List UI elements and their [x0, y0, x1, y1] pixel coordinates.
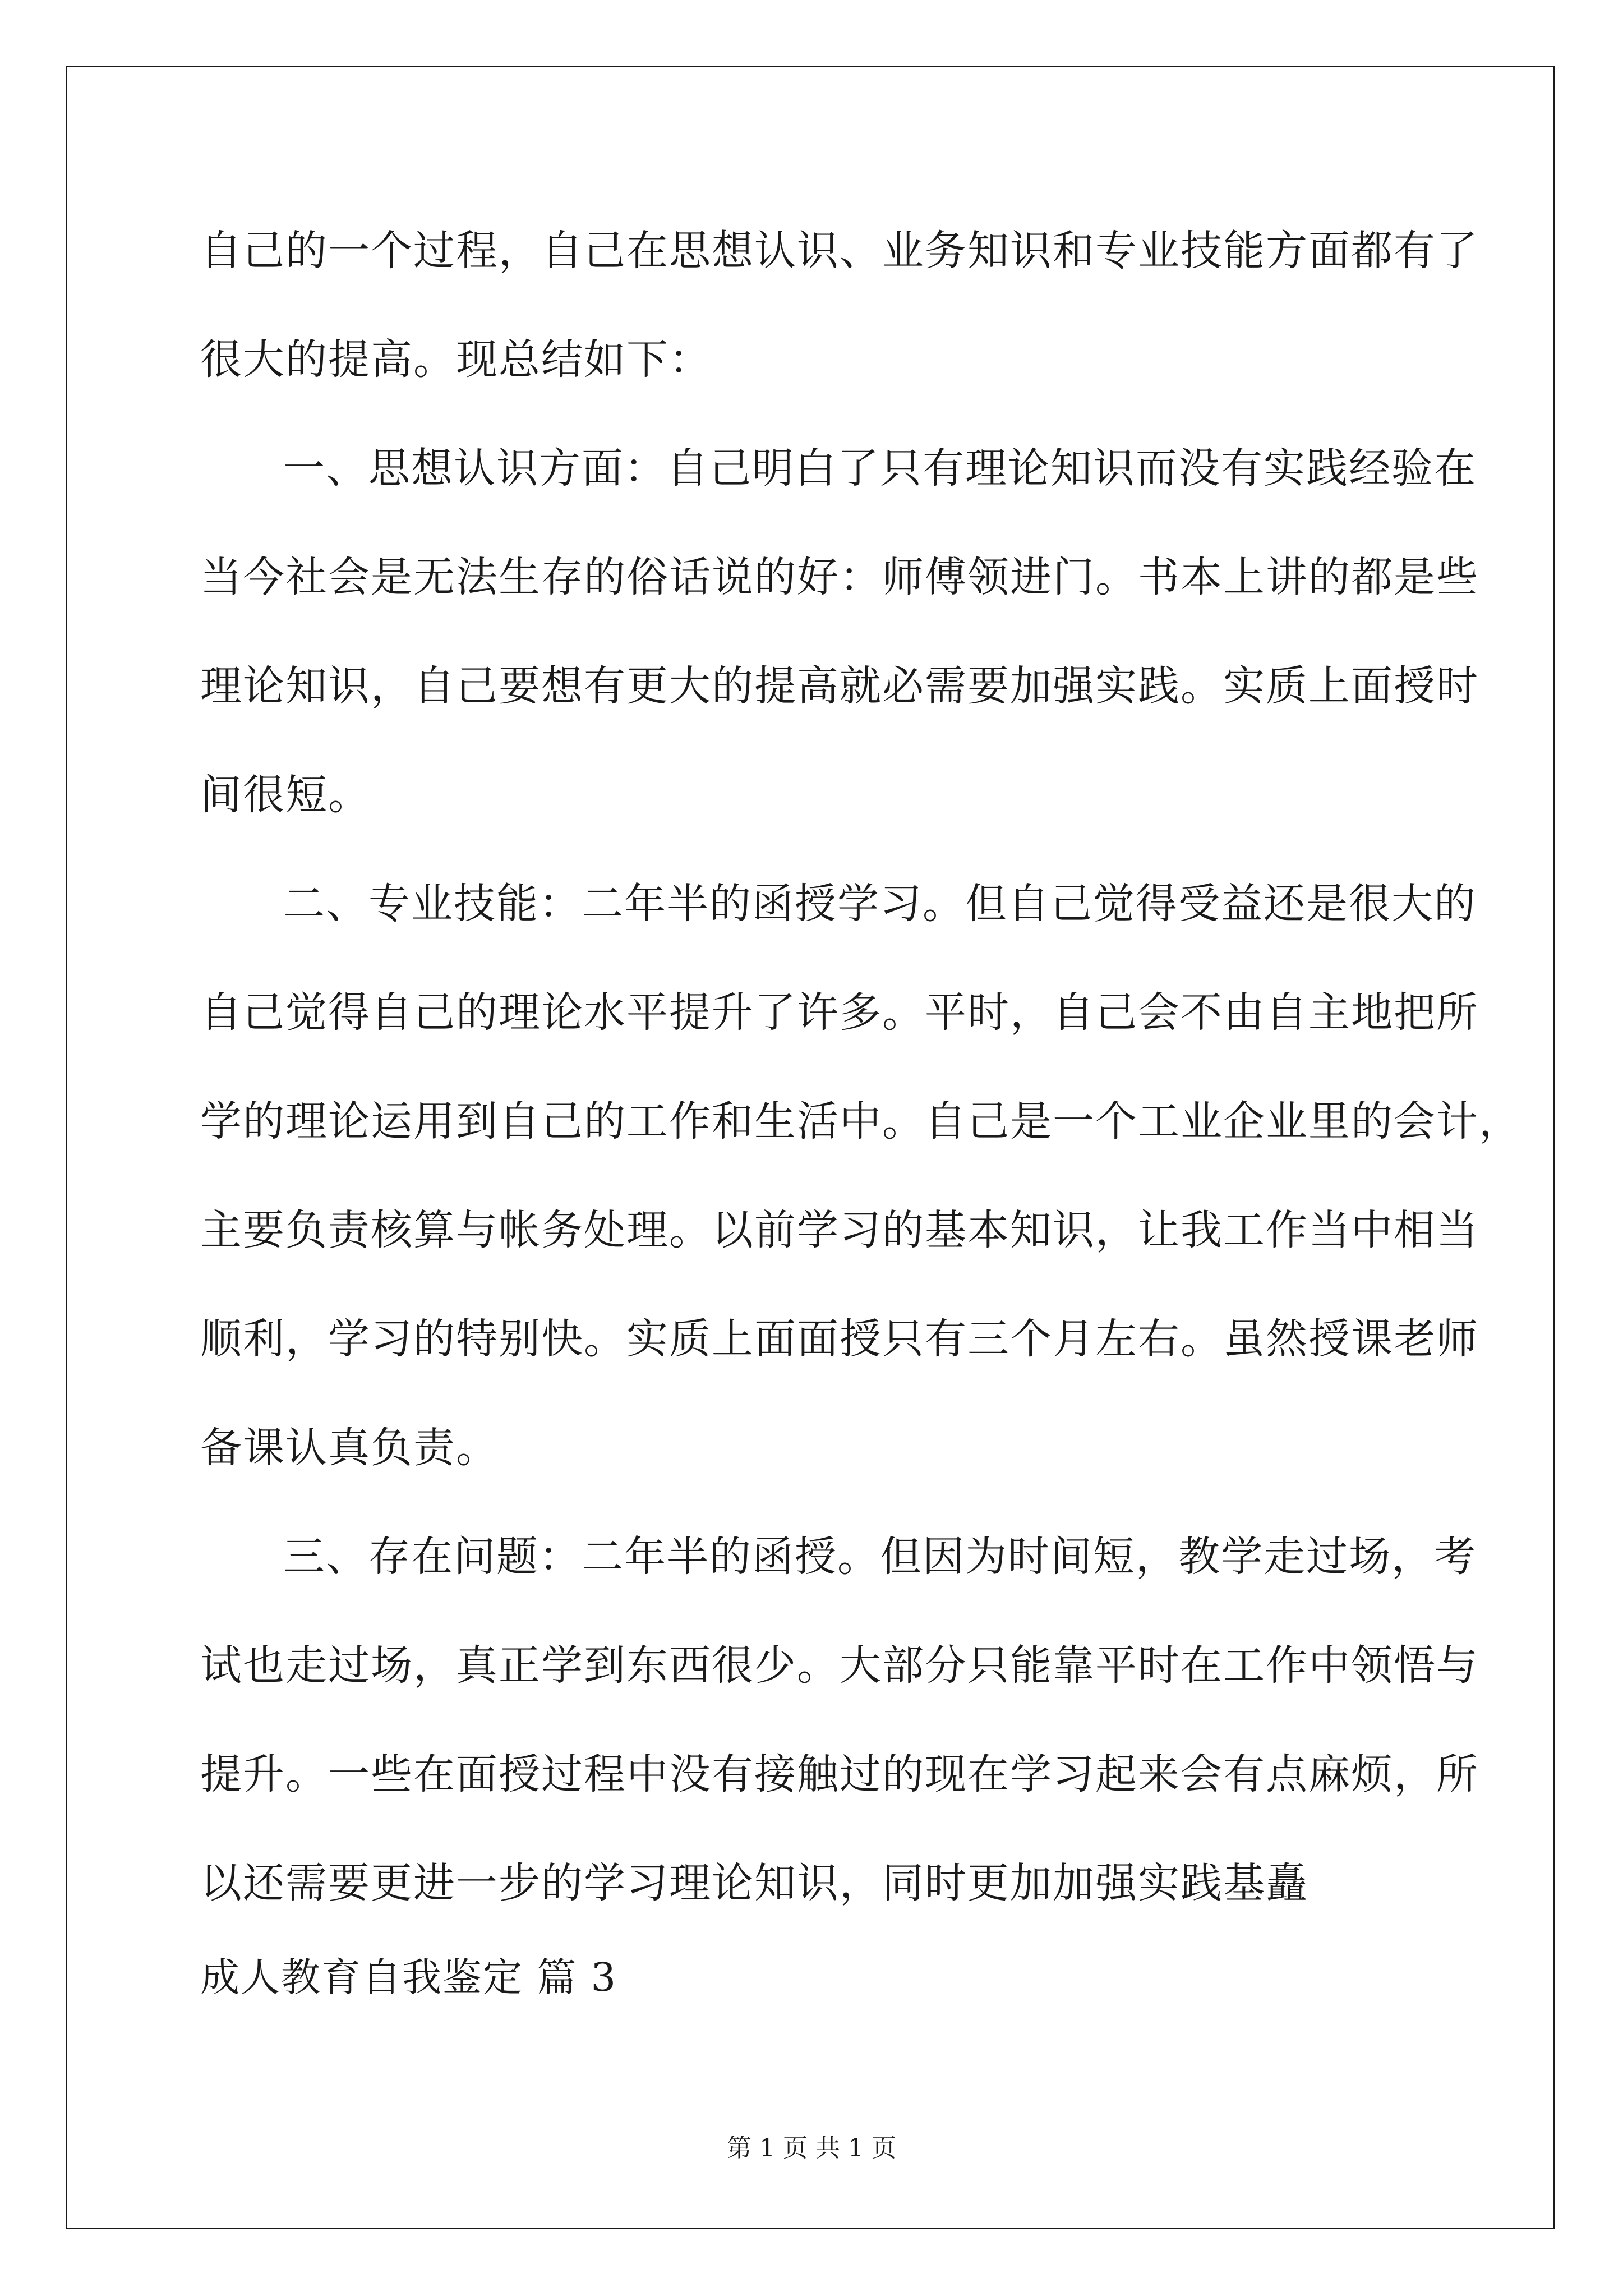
section-heading: 成人教育自我鉴定 篇 3 [200, 1954, 617, 2000]
paragraph-line: 理论知识，自己要想有更大的提高就必需要加强实践。实质上面授时 [200, 662, 1479, 710]
document-body [200, 205, 1521, 1946]
paragraph-line: 备课认真负责。 [200, 1424, 499, 1472]
page-footer: 第 1 页 共 1 页 [727, 2134, 896, 2162]
paragraph-line: 以还需要更进一步的学习理论知识，同时更加加强实践基矗 [200, 1859, 1308, 1907]
paragraph-line: 学的理论运用到自己的工作和生活中。自己是一个工业企业里的会计， [200, 1097, 1521, 1145]
paragraph-line: 自己的一个过程，自己在思想认识、业务知识和专业技能方面都有了 [200, 227, 1479, 275]
paragraph-line: 三、存在问题：二年半的函授。但因为时间短，教学走过场，考 [283, 1533, 1477, 1581]
paragraph-line: 顺利，学习的特别快。实质上面面授只有三个月左右。虽然授课老师 [200, 1315, 1479, 1363]
paragraph-line: 试也走过场，真正学到东西很少。大部分只能靠平时在工作中领悟与 [200, 1641, 1479, 1690]
paragraph-line: 二、专业技能：二年半的函授学习。但自己觉得受益还是很大的 [283, 880, 1477, 928]
paragraph-line: 提升。一些在面授过程中没有接触过的现在学习起来会有点麻烦，所 [200, 1750, 1479, 1798]
paragraph-line: 主要负责核算与帐务处理。以前学习的基本知识，让我工作当中相当 [200, 1206, 1479, 1254]
paragraph-line: 很大的提高。现总结如下： [200, 335, 712, 384]
paragraph-line: 一、思想认识方面：自己明白了只有理论知识而没有实践经验在 [283, 444, 1477, 493]
paragraph-line: 间很短。 [200, 771, 371, 819]
paragraph-line: 当今社会是无法生存的俗话说的好：师傅领进门。书本上讲的都是些 [200, 553, 1479, 601]
paragraph-line: 自己觉得自己的理论水平提升了许多。平时，自己会不由自主地把所 [200, 988, 1479, 1037]
